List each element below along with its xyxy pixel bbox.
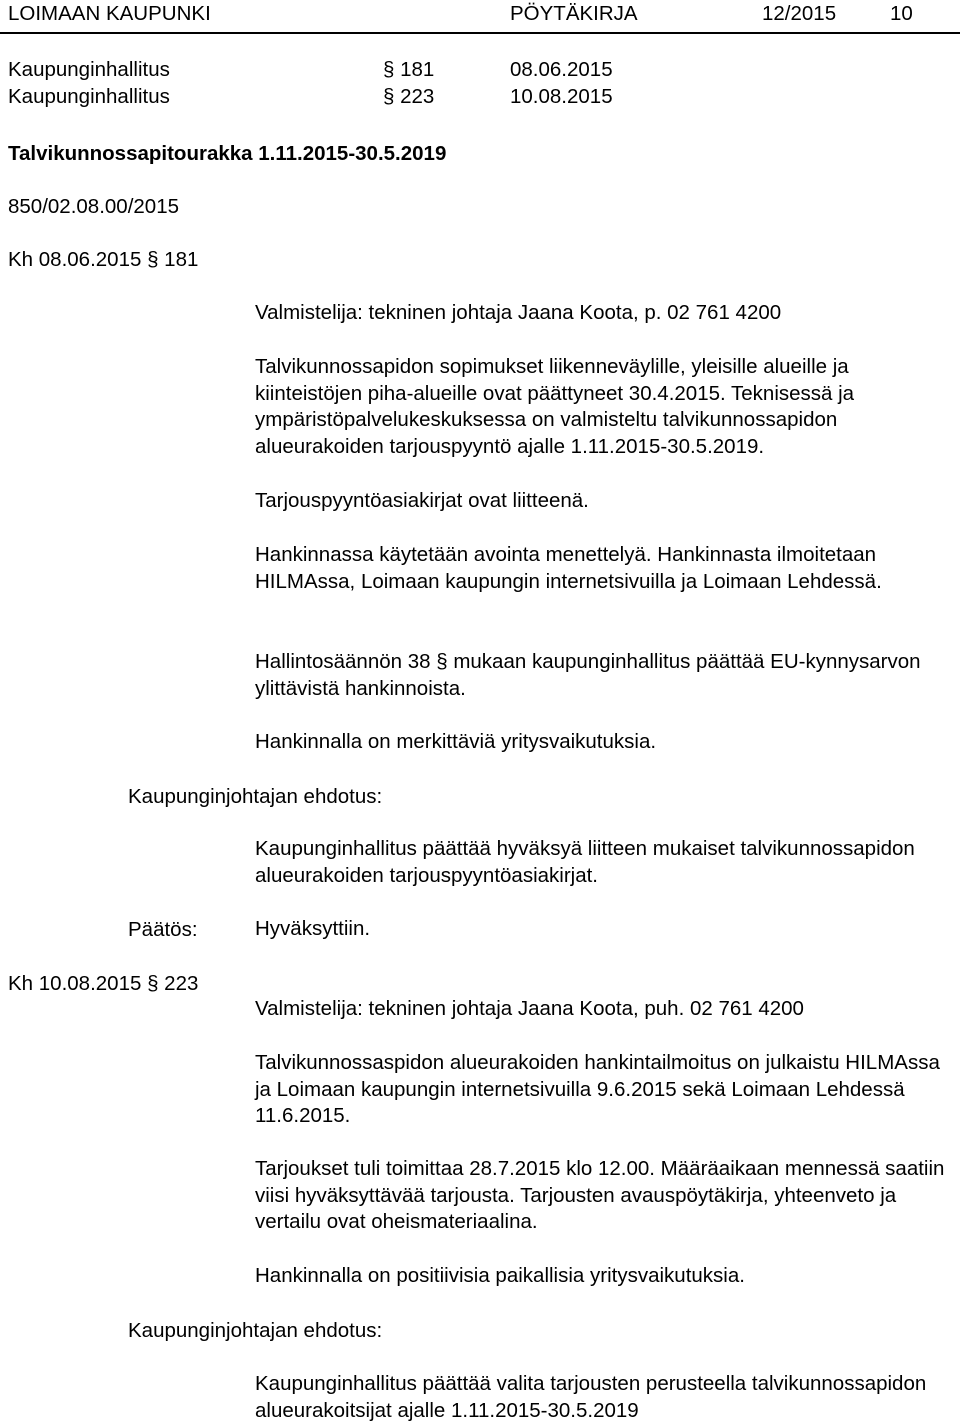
kh2-reference: Kh 10.08.2015 § 223 bbox=[8, 972, 199, 995]
meeting-section: § 223 bbox=[383, 85, 435, 108]
meeting-body: Kaupunginhallitus bbox=[8, 85, 170, 108]
kh2-paragraph-2: Tarjoukset tuli toimittaa 28.7.2015 klo 12.00. Määräaikaan mennessä saatiin viisi hyväksyttävää tarjousta. Tarjousten avauspöytäkirja, yhteenveto ja vertailu ovat oheismateriaalina. bbox=[255, 1157, 945, 1233]
kh1-proposal: Kaupunginhallitus päättää hyväksyä liitteen mukaiset talvikunnossapidon alueurakoiden tarjouspyyntöasiakirjat. bbox=[255, 837, 915, 887]
matter-title: Talvikunnossapitourakka 1.11.2015-30.5.2019 bbox=[8, 142, 447, 165]
meeting-date: 10.08.2015 bbox=[510, 85, 613, 108]
kh2-proposal: Kaupunginhallitus päättää valita tarjousten perusteella talvikunnossapidon alueurakoitsijat ajalle 1.11.2015-30.5.2019 bbox=[255, 1372, 927, 1422]
meeting-date: 08.06.2015 bbox=[510, 58, 613, 81]
document-type: PÖYTÄKIRJA bbox=[510, 2, 638, 25]
kh2-paragraph-1: Talvikunnossaspidon alueurakoiden hankintailmoitus on julkaistu HILMAssa ja Loimaan kaupungin internetsivuilla 9.6.2015 sekä Loimaan Lehdessä 11.6.2015. bbox=[255, 1051, 940, 1127]
kh2-proposal-label: Kaupunginjohtajan ehdotus: bbox=[128, 1319, 383, 1342]
municipality-name: LOIMAAN KAUPUNKI bbox=[8, 2, 211, 25]
page-number: 10 bbox=[890, 2, 913, 25]
kh2-paragraph-3: Hankinnalla on positiivisia paikallisia yritysvaikutuksia. bbox=[255, 1264, 745, 1287]
kh1-reference: Kh 08.06.2015 § 181 bbox=[8, 248, 199, 271]
kh2-preparer: Valmistelija: tekninen johtaja Jaana Koota, puh. 02 761 4200 bbox=[255, 997, 804, 1020]
kh1-decision-label: Päätös: bbox=[128, 918, 198, 941]
diary-number: 850/02.08.00/2015 bbox=[8, 195, 179, 218]
kh1-paragraph-3: Hankinnassa käytetään avointa menettelyä. Hankinnasta ilmoitetaan HILMAssa, Loimaan kaupungin internetsivuilla ja Loimaan Lehdessä. bbox=[255, 543, 882, 593]
document-number: 12/2015 bbox=[762, 2, 837, 25]
kh1-paragraph-2: Tarjouspyyntöasiakirjat ovat liitteenä. bbox=[255, 489, 589, 512]
kh1-paragraph-4: Hallintosäännön 38 § mukaan kaupunginhallitus päättää EU-kynnysarvon ylittävistä hankinnoista. bbox=[255, 650, 921, 700]
kh1-proposal-label: Kaupunginjohtajan ehdotus: bbox=[128, 785, 383, 808]
kh1-preparer: Valmistelija: tekninen johtaja Jaana Koota, p. 02 761 4200 bbox=[255, 301, 782, 324]
meeting-section: § 181 bbox=[383, 58, 435, 81]
kh1-decision: Hyväksyttiin. bbox=[255, 917, 371, 940]
kh1-paragraph-1: Talvikunnossapidon sopimukset liikenneväylille, yleisille alueille ja kiinteistöjen piha-alueille ovat päättyneet 30.4.2015. Teknisessä ja ympäristöpalvelukeskuksessa on valmisteltu talvikunnossapidon alueurakoiden tarjouspyyntö ajalle 1.11.2015-30.5.2019. bbox=[255, 355, 855, 458]
meeting-body: Kaupunginhallitus bbox=[8, 58, 170, 81]
kh1-paragraph-5: Hankinnalla on merkittäviä yritysvaikutuksia. bbox=[255, 730, 657, 753]
header-divider bbox=[0, 32, 960, 34]
